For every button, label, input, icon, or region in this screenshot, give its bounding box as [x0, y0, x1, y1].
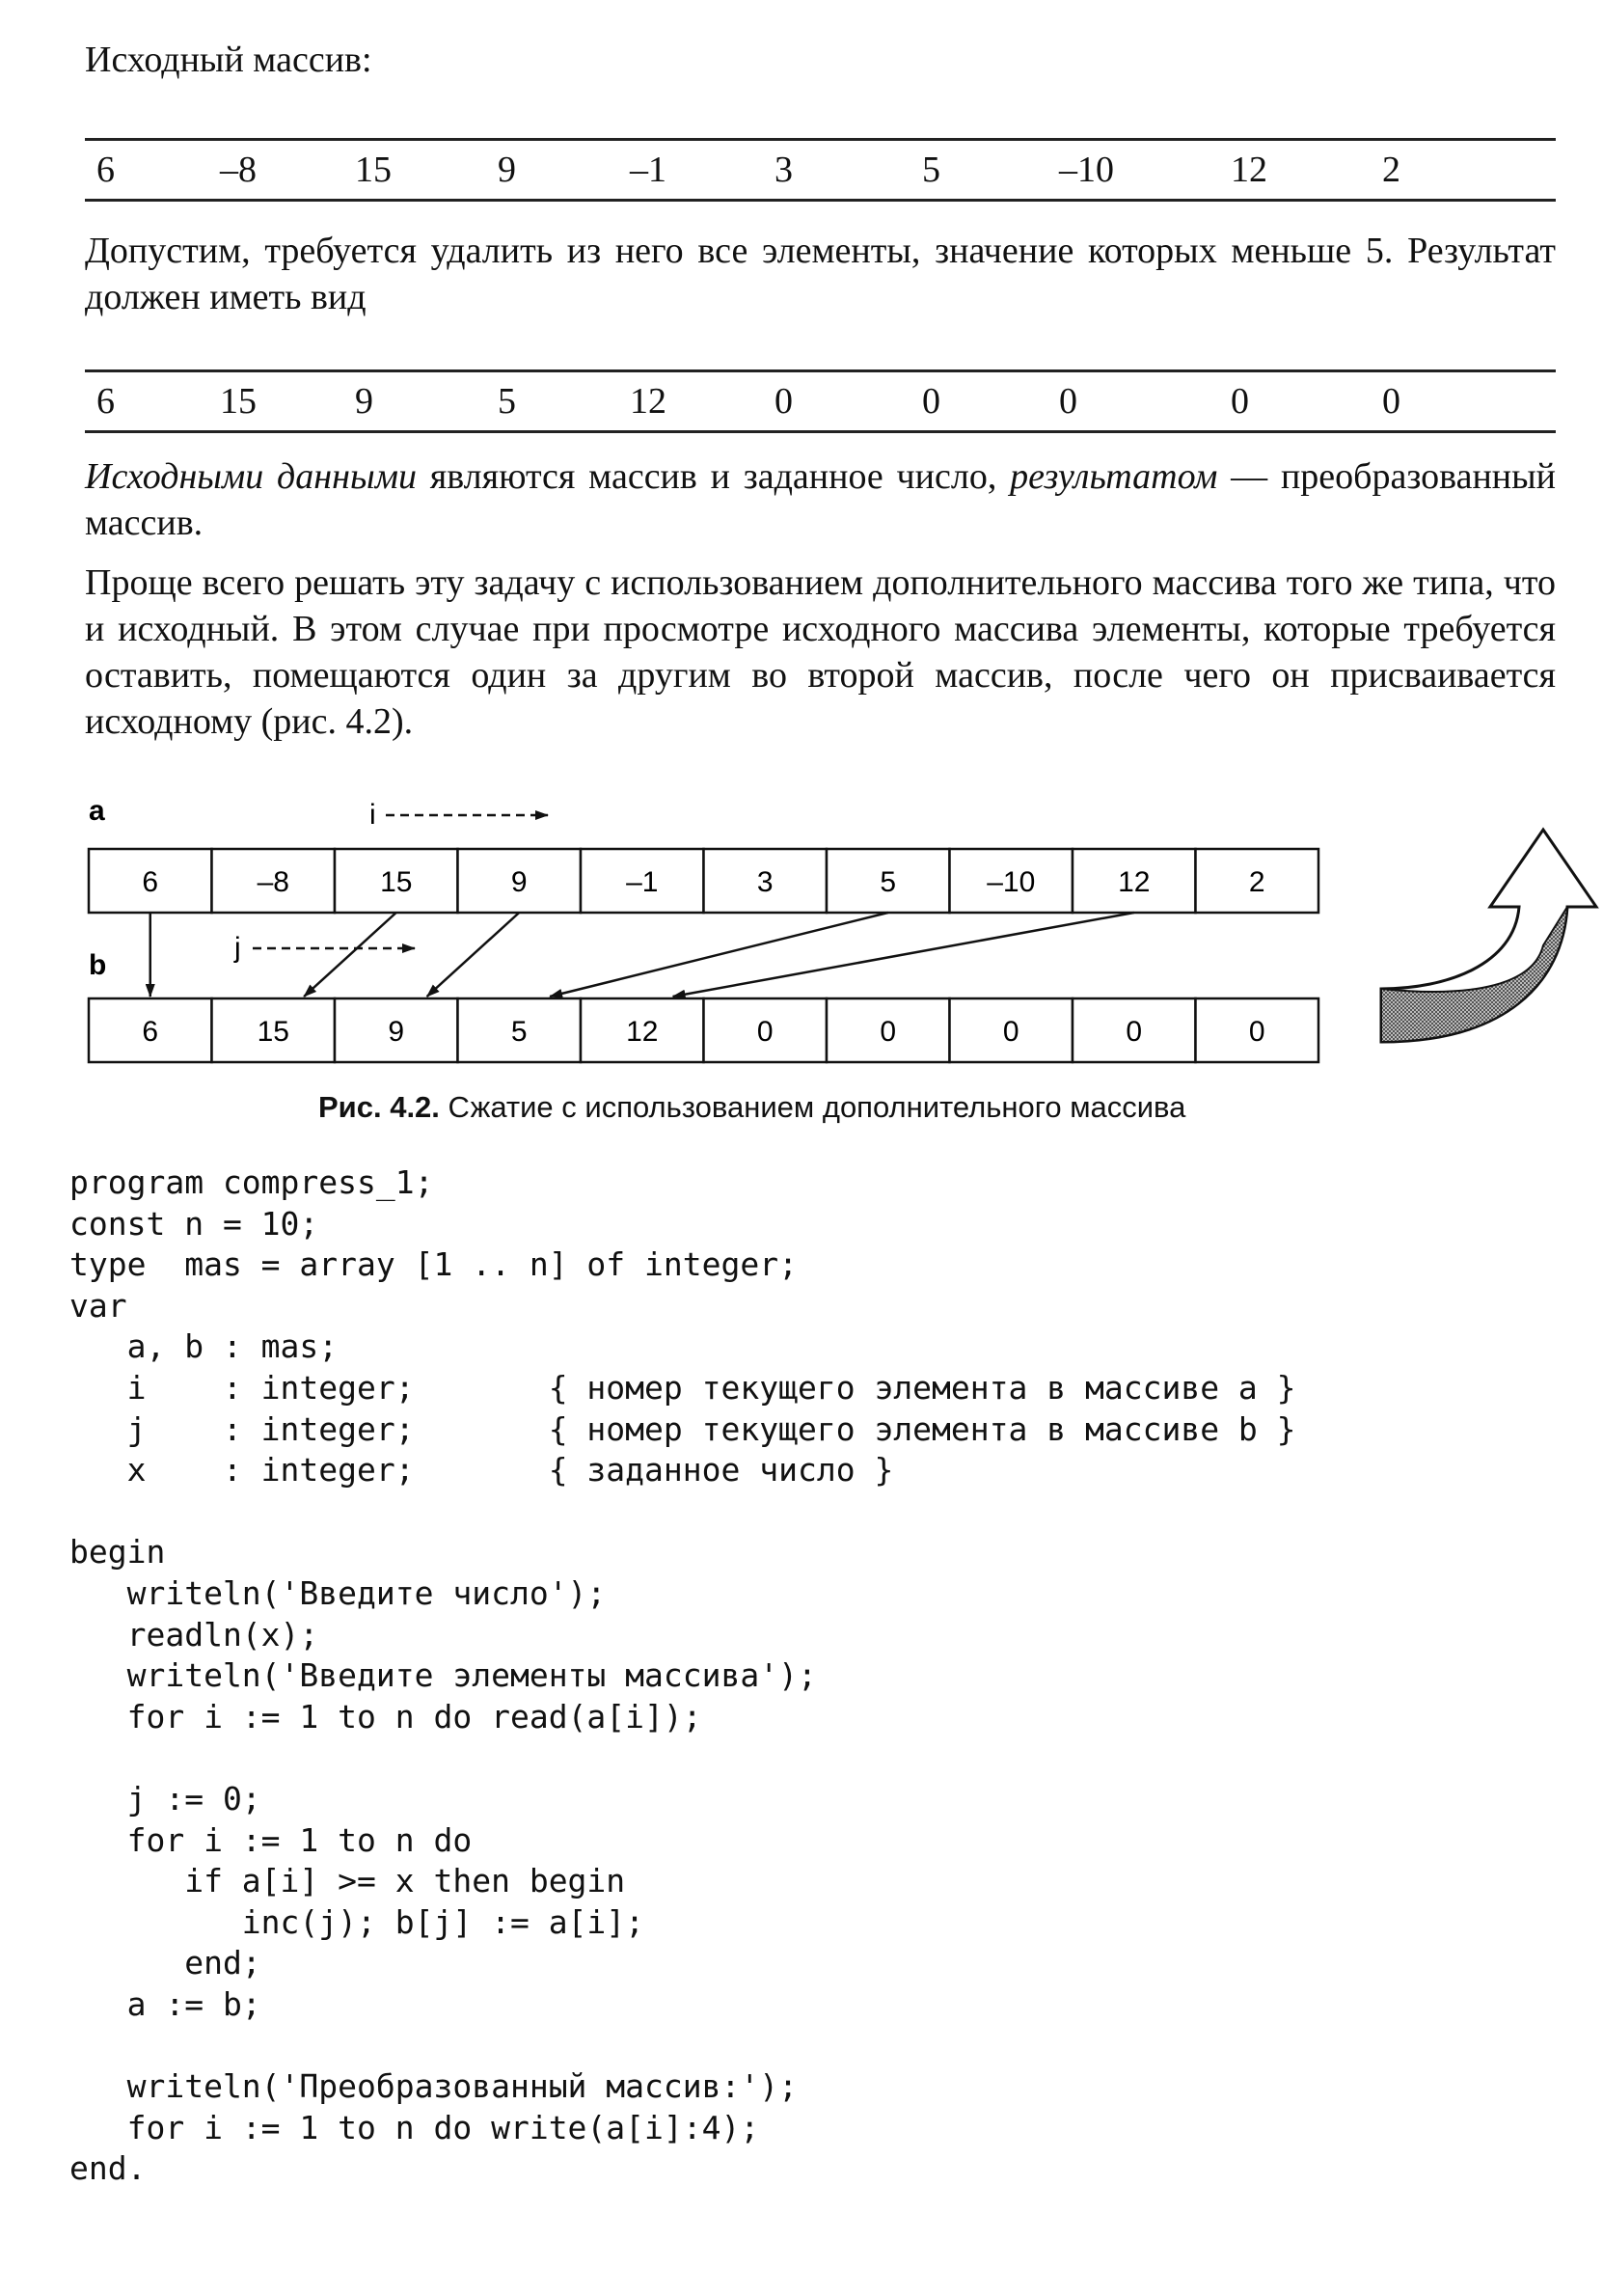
copy-arrow [550, 913, 888, 997]
result-array-cell: 5 [498, 381, 516, 422]
source-array-cell: 6 [96, 150, 115, 190]
code-line: const n = 10; [69, 1204, 319, 1243]
code-line [69, 1737, 1296, 1779]
code-line: writeln('Преобразованный массив:'); [69, 2067, 798, 2106]
array-b-cell-value: 0 [1126, 1016, 1143, 1048]
source-array-cell: 2 [1382, 150, 1400, 190]
array-a-cells [89, 849, 1318, 913]
code-line: for i := 1 to n do read(a[i]); [69, 1697, 702, 1736]
code-line: x : integer; { заданное число } [69, 1451, 894, 1490]
array-b-cell-value: 5 [510, 1016, 528, 1048]
source-array-cell: 15 [355, 150, 392, 190]
code-line: writeln('Введите элементы массива'); [69, 1656, 817, 1695]
result-array-cell: 0 [1231, 381, 1249, 422]
array-a-cell-value: –8 [257, 866, 289, 898]
code-line: end. [69, 2149, 147, 2188]
method-paragraph: Проще всего решать эту задачу с использованием дополнительного массива того же типа, что и исходный. В этом случае при просмотре исходного массива элементы, которые требуется оставить, помещаются один за другим во второй массив, после чего он присваивается исходному (рис. 4.2). [85, 562, 1556, 742]
result-array-cell: 15 [220, 381, 257, 422]
array-b-label: b [89, 949, 107, 981]
intro-text: Исходный массив: [85, 40, 372, 80]
source-array-cell: –8 [220, 150, 257, 190]
index-j-label: j [234, 932, 241, 964]
figure-number: Рис. 4.2. [318, 1090, 440, 1124]
array-a-cell-value: 3 [756, 866, 774, 898]
array-a-cell-value: 9 [510, 866, 528, 898]
array-a-cell-value: 15 [380, 866, 413, 898]
result-array-cell: 0 [1059, 381, 1077, 422]
array-b-cell-value: 15 [257, 1016, 289, 1048]
code-line [69, 2025, 1296, 2066]
code-line: var [69, 1286, 127, 1325]
emphasis-input-data: Исходными данными [85, 456, 417, 497]
code-line: for i := 1 to n do [69, 1820, 473, 1859]
figure-caption [318, 1090, 1185, 1125]
result-array-cell: 0 [922, 381, 940, 422]
array-b-cells [89, 998, 1318, 1062]
code-line: inc(j); b[j] := a[i]; [69, 1902, 645, 1941]
copy-arrow [427, 913, 520, 997]
source-array-cell: –10 [1059, 150, 1114, 190]
result-array-cell: 0 [774, 381, 793, 422]
array-b-cell-value: 0 [1002, 1016, 1019, 1048]
array-b-cell-value: 12 [626, 1016, 659, 1048]
code-line: end; [69, 1944, 261, 1982]
task-paragraph: Допустим, требуется удалить из него все элементы, значение которых меньше 5. Результат должен иметь вид [85, 231, 1556, 317]
array-b-cell-value: 0 [880, 1016, 897, 1048]
result-array-cell: 0 [1382, 381, 1400, 422]
figure-caption-text: Сжатие с использованием дополнительного массива [439, 1090, 1186, 1124]
source-array-cell: 12 [1231, 150, 1267, 190]
array-a-label: a [89, 795, 105, 827]
array-a-cell-value: 12 [1118, 866, 1151, 898]
code-line: program compress_1; [69, 1163, 434, 1201]
code-line: j := 0; [69, 1779, 261, 1818]
copy-arrow [304, 913, 396, 997]
emphasis-result: результатом [1010, 456, 1218, 497]
data-paragraph-tail: — преобразованный массив. [85, 456, 1556, 543]
code-line: begin [69, 1533, 166, 1572]
copy-arrows [150, 913, 1134, 997]
code-line: if a[i] >= x then begin [69, 1862, 626, 1900]
result-array-cell: 9 [355, 381, 373, 422]
result-array-cell: 6 [96, 381, 115, 422]
array-a-cell-value: 2 [1248, 866, 1265, 898]
code-line: i : integer; { номер текущего элемента в массиве a } [69, 1368, 1296, 1407]
code-line: writeln('Введите число'); [69, 1573, 607, 1612]
source-array-cell: 5 [922, 150, 940, 190]
pascal-code-listing [69, 1162, 1296, 2190]
source-array-cell: 3 [774, 150, 793, 190]
source-array-cell: –1 [630, 150, 666, 190]
compression-figure [0, 791, 1603, 1090]
source-array-row [85, 138, 1556, 202]
array-b-cell-value: 0 [1248, 1016, 1265, 1048]
index-i-label: i [369, 799, 376, 831]
code-line: for i := 1 to n do write(a[i]:4); [69, 2108, 760, 2146]
code-line: readln(x); [69, 1615, 319, 1654]
array-b-cell-value: 9 [388, 1016, 405, 1048]
code-line [69, 1491, 1296, 1533]
array-a-cell-value: –1 [626, 866, 659, 898]
array-b-cell-value: 6 [142, 1016, 159, 1048]
code-line: a, b : mas; [69, 1327, 339, 1366]
result-array-row [85, 369, 1556, 433]
code-line: j : integer; { номер текущего элемента в массиве b } [69, 1409, 1296, 1448]
result-array-cell: 12 [630, 381, 666, 422]
copy-arrow [673, 913, 1134, 997]
array-a-cell-value: 6 [142, 866, 159, 898]
array-a-cell-value: 5 [880, 866, 897, 898]
array-b-cell-value: 0 [756, 1016, 774, 1048]
data-paragraph-text: являются массив и заданное число, [416, 456, 1011, 497]
code-line: type mas = array [1 .. n] of integer; [69, 1245, 798, 1284]
source-array-cell: 9 [498, 150, 516, 190]
data-paragraph [85, 453, 1556, 546]
code-line: a := b; [69, 1984, 261, 2023]
array-a-cell-value: –10 [987, 866, 1036, 898]
